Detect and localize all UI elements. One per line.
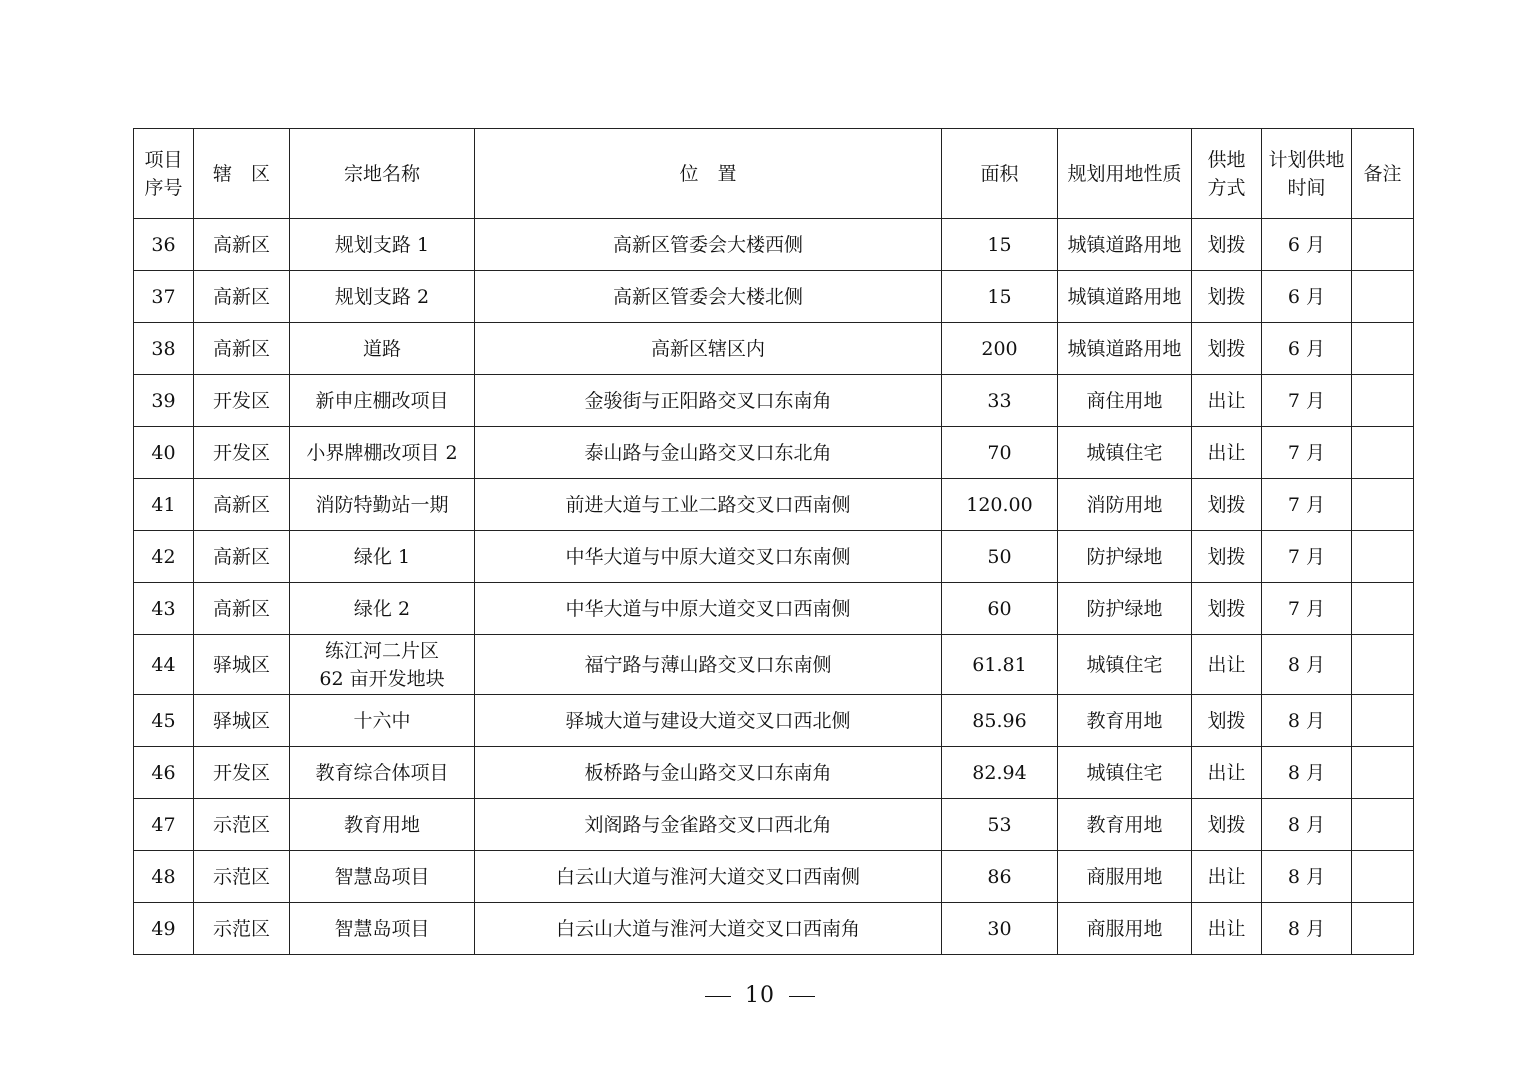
- cell-supply-method: 划拨: [1192, 583, 1262, 635]
- cell-name: 消防特勤站一期: [290, 479, 475, 531]
- cell-seq: 36: [134, 219, 194, 271]
- cell-remark: [1352, 851, 1414, 903]
- cell-district: 高新区: [194, 479, 290, 531]
- cell-remark: [1352, 635, 1414, 695]
- land-supply-table: [133, 128, 1414, 955]
- cell-supply-method: 出让: [1192, 635, 1262, 695]
- cell-location: 白云山大道与淮河大道交叉口西南角: [475, 903, 942, 955]
- cell-name: 规划支路 1: [290, 219, 475, 271]
- cell-district: 开发区: [194, 747, 290, 799]
- cell-plan-time: 8 月: [1262, 635, 1352, 695]
- cell-area: 50: [942, 531, 1058, 583]
- cell-supply-method: 出让: [1192, 747, 1262, 799]
- cell-seq: 45: [134, 695, 194, 747]
- table-row: [134, 531, 1414, 583]
- cell-district: 高新区: [194, 531, 290, 583]
- cell-plan-time: 8 月: [1262, 903, 1352, 955]
- cell-area: 82.94: [942, 747, 1058, 799]
- cell-area: 120.00: [942, 479, 1058, 531]
- table-row: [134, 799, 1414, 851]
- cell-land-use: 防护绿地: [1058, 583, 1192, 635]
- cell-seq: 49: [134, 903, 194, 955]
- header-land-use: 规划用地性质: [1058, 129, 1192, 219]
- table-row: [134, 219, 1414, 271]
- cell-plan-time: 7 月: [1262, 479, 1352, 531]
- cell-land-use: 消防用地: [1058, 479, 1192, 531]
- cell-remark: [1352, 479, 1414, 531]
- cell-plan-time: 6 月: [1262, 219, 1352, 271]
- cell-seq: 44: [134, 635, 194, 695]
- cell-location: 中华大道与中原大道交叉口东南侧: [475, 531, 942, 583]
- cell-land-use: 防护绿地: [1058, 531, 1192, 583]
- cell-plan-time: 8 月: [1262, 851, 1352, 903]
- table-row: [134, 635, 1414, 695]
- cell-area: 86: [942, 851, 1058, 903]
- cell-seq: 47: [134, 799, 194, 851]
- cell-area: 30: [942, 903, 1058, 955]
- cell-seq: 42: [134, 531, 194, 583]
- cell-location: 中华大道与中原大道交叉口西南侧: [475, 583, 942, 635]
- cell-seq: 48: [134, 851, 194, 903]
- cell-area: 15: [942, 271, 1058, 323]
- cell-supply-method: 划拨: [1192, 271, 1262, 323]
- table-row: [134, 375, 1414, 427]
- cell-plan-time: 8 月: [1262, 695, 1352, 747]
- header-plan-time: 计划供地 时间: [1262, 129, 1352, 219]
- cell-plan-time: 7 月: [1262, 583, 1352, 635]
- cell-area: 200: [942, 323, 1058, 375]
- cell-district: 高新区: [194, 583, 290, 635]
- table-row: [134, 903, 1414, 955]
- cell-seq: 40: [134, 427, 194, 479]
- cell-name: 新申庄棚改项目: [290, 375, 475, 427]
- cell-plan-time: 8 月: [1262, 747, 1352, 799]
- table-header-row: [134, 129, 1414, 219]
- cell-district: 高新区: [194, 271, 290, 323]
- cell-remark: [1352, 323, 1414, 375]
- cell-supply-method: 划拨: [1192, 219, 1262, 271]
- cell-supply-method: 出让: [1192, 375, 1262, 427]
- cell-seq: 43: [134, 583, 194, 635]
- cell-remark: [1352, 375, 1414, 427]
- cell-land-use: 教育用地: [1058, 799, 1192, 851]
- table-row: [134, 747, 1414, 799]
- page-number: [0, 980, 1520, 1012]
- cell-land-use: 商服用地: [1058, 851, 1192, 903]
- cell-location: 泰山路与金山路交叉口东北角: [475, 427, 942, 479]
- table-row: [134, 427, 1414, 479]
- table-row: [134, 271, 1414, 323]
- land-supply-table-container: [133, 128, 1413, 955]
- cell-land-use: 城镇住宅: [1058, 747, 1192, 799]
- cell-location: 前进大道与工业二路交叉口西南侧: [475, 479, 942, 531]
- cell-district: 开发区: [194, 427, 290, 479]
- cell-area: 53: [942, 799, 1058, 851]
- page-number-value: 10: [745, 983, 775, 1008]
- cell-seq: 38: [134, 323, 194, 375]
- cell-district: 示范区: [194, 903, 290, 955]
- table-row: [134, 479, 1414, 531]
- cell-name: 道路: [290, 323, 475, 375]
- cell-supply-method: 划拨: [1192, 531, 1262, 583]
- cell-seq: 46: [134, 747, 194, 799]
- header-supply-method: 供地 方式: [1192, 129, 1262, 219]
- cell-plan-time: 7 月: [1262, 375, 1352, 427]
- cell-remark: [1352, 695, 1414, 747]
- cell-district: 高新区: [194, 323, 290, 375]
- cell-land-use: 城镇道路用地: [1058, 219, 1192, 271]
- cell-supply-method: 出让: [1192, 851, 1262, 903]
- cell-district: 开发区: [194, 375, 290, 427]
- cell-remark: [1352, 903, 1414, 955]
- cell-remark: [1352, 531, 1414, 583]
- cell-supply-method: 出让: [1192, 903, 1262, 955]
- cell-location: 金骏街与正阳路交叉口东南角: [475, 375, 942, 427]
- cell-name: 练江河二片区 62 亩开发地块: [290, 635, 475, 695]
- cell-location: 福宁路与薄山路交叉口东南侧: [475, 635, 942, 695]
- cell-remark: [1352, 271, 1414, 323]
- cell-location: 高新区管委会大楼西侧: [475, 219, 942, 271]
- page-number-dash-left: [705, 996, 731, 997]
- cell-area: 15: [942, 219, 1058, 271]
- cell-area: 60: [942, 583, 1058, 635]
- cell-name: 小界牌棚改项目 2: [290, 427, 475, 479]
- cell-plan-time: 6 月: [1262, 271, 1352, 323]
- cell-area: 85.96: [942, 695, 1058, 747]
- cell-plan-time: 6 月: [1262, 323, 1352, 375]
- cell-name: 智慧岛项目: [290, 851, 475, 903]
- cell-name: 教育综合体项目: [290, 747, 475, 799]
- cell-location: 刘阁路与金雀路交叉口西北角: [475, 799, 942, 851]
- cell-supply-method: 划拨: [1192, 799, 1262, 851]
- header-seq: 项目 序号: [134, 129, 194, 219]
- cell-land-use: 教育用地: [1058, 695, 1192, 747]
- cell-name: 教育用地: [290, 799, 475, 851]
- cell-remark: [1352, 799, 1414, 851]
- cell-location: 高新区辖区内: [475, 323, 942, 375]
- cell-remark: [1352, 427, 1414, 479]
- cell-plan-time: 8 月: [1262, 799, 1352, 851]
- cell-plan-time: 7 月: [1262, 531, 1352, 583]
- cell-district: 示范区: [194, 799, 290, 851]
- cell-area: 33: [942, 375, 1058, 427]
- cell-land-use: 商住用地: [1058, 375, 1192, 427]
- page-number-dash-right: [789, 996, 815, 997]
- cell-supply-method: 划拨: [1192, 479, 1262, 531]
- cell-supply-method: 划拨: [1192, 323, 1262, 375]
- cell-area: 70: [942, 427, 1058, 479]
- cell-district: 驿城区: [194, 695, 290, 747]
- cell-location: 高新区管委会大楼北侧: [475, 271, 942, 323]
- cell-name: 规划支路 2: [290, 271, 475, 323]
- cell-remark: [1352, 219, 1414, 271]
- cell-district: 驿城区: [194, 635, 290, 695]
- cell-remark: [1352, 583, 1414, 635]
- cell-district: 示范区: [194, 851, 290, 903]
- cell-seq: 41: [134, 479, 194, 531]
- cell-name: 绿化 1: [290, 531, 475, 583]
- cell-land-use: 商服用地: [1058, 903, 1192, 955]
- cell-supply-method: 划拨: [1192, 695, 1262, 747]
- cell-name: 绿化 2: [290, 583, 475, 635]
- table-row: [134, 851, 1414, 903]
- cell-land-use: 城镇道路用地: [1058, 323, 1192, 375]
- table-row: [134, 323, 1414, 375]
- header-location: 位 置: [475, 129, 942, 219]
- cell-seq: 39: [134, 375, 194, 427]
- table-row: [134, 695, 1414, 747]
- cell-name: 智慧岛项目: [290, 903, 475, 955]
- cell-land-use: 城镇住宅: [1058, 427, 1192, 479]
- cell-supply-method: 出让: [1192, 427, 1262, 479]
- cell-district: 高新区: [194, 219, 290, 271]
- header-district: 辖 区: [194, 129, 290, 219]
- cell-location: 板桥路与金山路交叉口东南角: [475, 747, 942, 799]
- table-row: [134, 583, 1414, 635]
- cell-area: 61.81: [942, 635, 1058, 695]
- header-name: 宗地名称: [290, 129, 475, 219]
- header-area: 面积: [942, 129, 1058, 219]
- cell-land-use: 城镇道路用地: [1058, 271, 1192, 323]
- cell-plan-time: 7 月: [1262, 427, 1352, 479]
- cell-land-use: 城镇住宅: [1058, 635, 1192, 695]
- cell-name: 十六中: [290, 695, 475, 747]
- cell-location: 白云山大道与淮河大道交叉口西南侧: [475, 851, 942, 903]
- cell-location: 驿城大道与建设大道交叉口西北侧: [475, 695, 942, 747]
- header-remark: 备注: [1352, 129, 1414, 219]
- cell-seq: 37: [134, 271, 194, 323]
- cell-remark: [1352, 747, 1414, 799]
